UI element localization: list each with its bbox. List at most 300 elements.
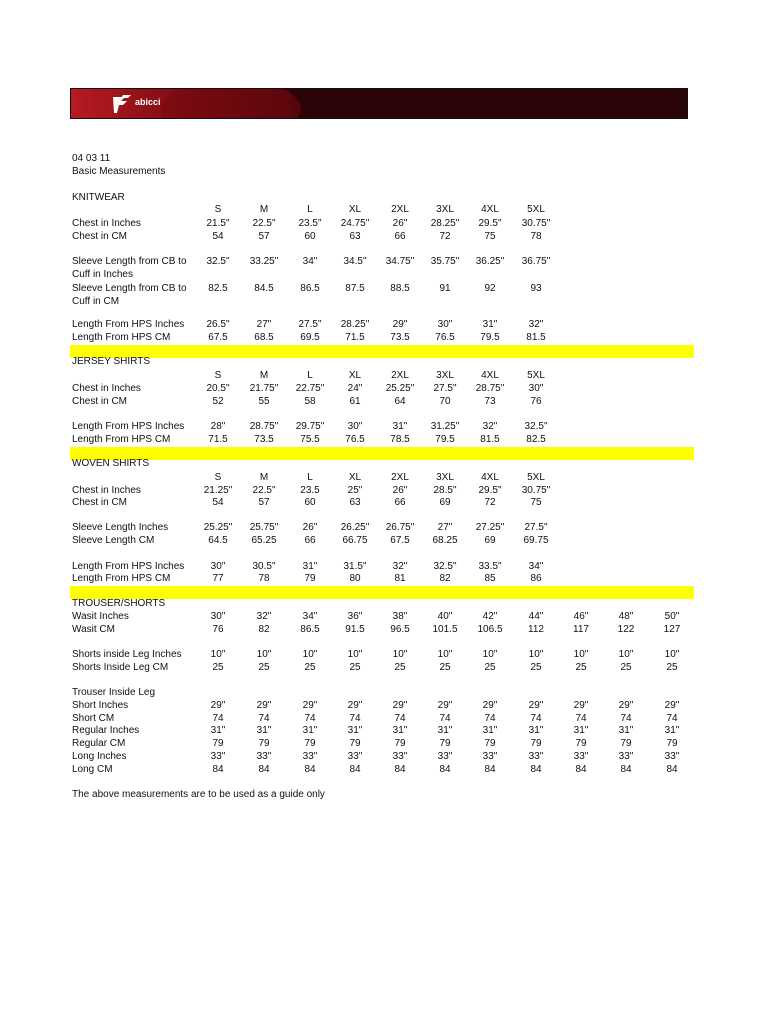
table-cell: 66 [394,231,406,242]
section-title: TROUSER/SHORTS [72,598,166,609]
table-cell: 74 [349,713,361,724]
table-cell: 31" [302,725,318,736]
table-cell: 84 [575,764,587,775]
table-cell: 74 [394,713,406,724]
table-cell: 79 [212,738,224,749]
size-header: 3XL [436,472,454,483]
row-label: Chest in Inches [72,218,141,229]
table-cell: 29" [664,700,680,711]
table-cell: 10" [664,649,680,660]
table-cell: 31" [210,725,226,736]
table-cell: 86.5 [300,624,320,635]
table-cell: 33.25" [249,256,279,267]
row-label: Regular CM [72,738,126,749]
table-cell: 31" [347,725,363,736]
table-cell: 30" [528,383,544,394]
size-header: XL [348,370,362,381]
table-cell: 33" [302,751,318,762]
table-cell: 92 [484,283,496,294]
table-cell: 10" [437,649,453,660]
table-cell: 86 [530,573,542,584]
table-cell: 46" [573,611,589,622]
size-header: M [259,370,269,381]
section-title: KNITWEAR [72,192,125,203]
table-cell: 27.5" [298,319,322,330]
row-label: Short CM [72,713,115,724]
table-cell: 81 [394,573,406,584]
row-label: Chest in Inches [72,485,141,496]
table-cell: 82 [258,624,270,635]
row-label: Long Inches [72,751,127,762]
section-title: JERSEY SHIRTS [72,356,150,367]
table-cell: 32" [528,319,544,330]
table-cell: 79 [394,738,406,749]
table-cell: 84 [439,764,451,775]
table-cell: 82 [439,573,451,584]
table-cell: 76.5 [435,332,455,343]
table-cell: 76.5 [345,434,365,445]
table-cell: 25 [666,662,678,673]
table-cell: 32" [256,611,272,622]
table-cell: 64 [394,396,406,407]
table-cell: 26.75" [385,522,415,533]
table-cell: 73.5 [254,434,274,445]
table-cell: 31" [392,725,408,736]
table-cell: 52 [212,396,224,407]
table-cell: 78 [258,573,270,584]
size-header: M [259,472,269,483]
size-header: 2XL [391,204,409,215]
table-cell: 122 [617,624,635,635]
table-cell: 10" [347,649,363,660]
table-cell: 26" [392,218,408,229]
table-cell: 79 [666,738,678,749]
table-cell: 71.5 [208,434,228,445]
size-header: L [307,472,313,483]
row-label: Sleeve Length from CB to [72,256,187,267]
table-cell: 60 [304,497,316,508]
table-cell: 81.5 [480,434,500,445]
table-cell: 29" [528,700,544,711]
row-label: Length From HPS CM [72,434,171,445]
table-cell: 26.5" [206,319,230,330]
table-cell: 36.25" [475,256,505,267]
table-cell: 31.25" [430,421,460,432]
table-cell: 21.25" [203,485,233,496]
table-cell: 74 [439,713,451,724]
row-label: Long CM [72,764,113,775]
table-cell: 25 [212,662,224,673]
table-cell: 79.5 [435,434,455,445]
table-cell: 78.5 [390,434,410,445]
table-cell: 10" [256,649,272,660]
brand-wordmark: abicci [135,97,161,107]
table-cell: 28.75" [249,421,279,432]
table-cell: 25 [575,662,587,673]
table-cell: 112 [528,624,544,635]
size-header: 4XL [481,204,499,215]
row-label: Sleeve Length CM [72,535,155,546]
table-cell: 30.75" [521,218,551,229]
table-cell: 25 [439,662,451,673]
table-cell: 48" [618,611,634,622]
table-cell: 55 [258,396,270,407]
row-label: Regular Inches [72,725,140,736]
table-cell: 73.5 [390,332,410,343]
table-cell: 36.75" [521,256,551,267]
table-cell: 75 [484,231,496,242]
table-cell: 127 [663,624,681,635]
brand-mark-icon [111,93,133,115]
table-cell: 27" [256,319,272,330]
table-cell: 35.75" [430,256,460,267]
table-cell: 33" [573,751,589,762]
table-cell: 72 [439,231,451,242]
table-cell: 34.75" [385,256,415,267]
table-cell: 79 [620,738,632,749]
row-label: Chest in CM [72,396,128,407]
table-cell: 87.5 [345,283,365,294]
row-label-continued: Cuff in Inches [72,268,133,280]
table-cell: 25 [620,662,632,673]
size-header: XL [348,472,362,483]
table-cell: 86.5 [300,283,320,294]
table-cell: 84 [666,764,678,775]
table-cell: 74 [666,713,678,724]
table-cell: 20.5" [206,383,230,394]
table-cell: 84 [212,764,224,775]
table-cell: 10" [573,649,589,660]
table-cell: 25.25" [385,383,415,394]
table-cell: 60 [304,231,316,242]
table-cell: 40" [437,611,453,622]
table-cell: 29" [392,700,408,711]
table-cell: 28.25" [340,319,370,330]
brand-logo [111,93,211,115]
table-cell: 57 [258,231,270,242]
table-cell: 26.25" [340,522,370,533]
table-cell: 66 [304,535,316,546]
size-header: L [307,370,313,381]
table-cell: 54 [212,497,224,508]
table-cell: 61 [349,396,361,407]
table-cell: 74 [304,713,316,724]
table-cell: 24" [347,383,363,394]
row-label: Chest in Inches [72,383,141,394]
table-cell: 106.5 [477,624,503,635]
table-cell: 22.75" [295,383,325,394]
table-cell: 69.5 [300,332,320,343]
table-cell: 70 [439,396,451,407]
table-cell: 82.5 [208,283,228,294]
table-cell: 23.5" [298,218,322,229]
table-cell: 84.5 [254,283,274,294]
table-cell: 30" [210,561,226,572]
table-cell: 80 [349,573,361,584]
table-cell: 27" [437,522,453,533]
size-header: 3XL [436,204,454,215]
size-header: 2XL [391,472,409,483]
table-cell: 68.25 [432,535,458,546]
size-header: S [214,472,222,483]
table-cell: 33.5" [478,561,502,572]
row-label: Shorts inside Leg Inches [72,649,182,660]
table-cell: 21.5" [206,218,230,229]
table-cell: 69.75 [523,535,549,546]
table-cell: 28.5" [433,485,457,496]
row-label: Sleeve Length Inches [72,522,169,533]
table-cell: 31" [482,319,498,330]
table-cell: 69 [484,535,496,546]
row-label: Length From HPS Inches [72,319,185,330]
table-cell: 29.5" [478,485,502,496]
row-label: Chest in CM [72,497,128,508]
table-cell: 30" [437,319,453,330]
table-cell: 67.5 [208,332,228,343]
table-cell: 79 [349,738,361,749]
table-cell: 30" [347,421,363,432]
table-cell: 31" [618,725,634,736]
table-cell: 69 [439,497,451,508]
row-label: Wasit CM [72,624,115,635]
row-label: Trouser Inside Leg [72,687,156,698]
table-cell: 31" [256,725,272,736]
table-cell: 79 [258,738,270,749]
table-cell: 79 [575,738,587,749]
table-cell: 75 [530,497,542,508]
table-cell: 33" [392,751,408,762]
table-cell: 29" [392,319,408,330]
table-cell: 44" [528,611,544,622]
table-cell: 85 [484,573,496,584]
table-cell: 22.5" [252,218,276,229]
table-cell: 33" [347,751,363,762]
table-cell: 31" [392,421,408,432]
table-cell: 32" [482,421,498,432]
table-cell: 72 [484,497,496,508]
table-cell: 34" [302,256,318,267]
table-cell: 66.75 [342,535,368,546]
table-cell: 25 [304,662,316,673]
table-cell: 27.25" [475,522,505,533]
table-cell: 25 [349,662,361,673]
table-cell: 38" [392,611,408,622]
table-cell: 74 [575,713,587,724]
size-header: 4XL [481,472,499,483]
table-cell: 54 [212,231,224,242]
table-cell: 34" [528,561,544,572]
table-cell: 34.5" [343,256,367,267]
table-cell: 33" [528,751,544,762]
table-cell: 33" [437,751,453,762]
table-cell: 78 [530,231,542,242]
table-cell: 32.5" [206,256,230,267]
table-cell: 28.75" [475,383,505,394]
row-label: Length From HPS Inches [72,421,185,432]
table-cell: 57 [258,497,270,508]
table-cell: 31.5" [343,561,367,572]
table-cell: 25" [347,485,363,496]
table-cell: 21.75" [249,383,279,394]
table-cell: 50" [664,611,680,622]
table-cell: 27.5" [524,522,548,533]
table-cell: 93 [530,283,542,294]
size-header: 2XL [391,370,409,381]
size-header: 4XL [481,370,499,381]
table-cell: 33" [482,751,498,762]
table-cell: 10" [210,649,226,660]
table-cell: 29" [210,700,226,711]
table-cell: 65.25 [251,535,277,546]
table-cell: 79 [530,738,542,749]
table-cell: 74 [530,713,542,724]
document-date: 04 03 11 [72,153,111,164]
section-title: WOVEN SHIRTS [72,458,150,469]
table-cell: 32.5" [524,421,548,432]
table-cell: 91.5 [345,624,365,635]
section-highlight-bar [70,447,694,460]
table-cell: 79 [439,738,451,749]
row-label: Length From HPS CM [72,332,171,343]
table-cell: 66 [394,497,406,508]
size-header: 5XL [527,472,545,483]
size-header: L [307,204,313,215]
table-cell: 29" [302,700,318,711]
table-cell: 77 [212,573,224,584]
table-cell: 31" [573,725,589,736]
table-cell: 63 [349,231,361,242]
table-cell: 79 [304,738,316,749]
size-header: 3XL [436,370,454,381]
table-cell: 31" [664,725,680,736]
table-cell: 74 [620,713,632,724]
table-cell: 29" [482,700,498,711]
size-header: S [214,370,222,381]
table-cell: 74 [484,713,496,724]
table-cell: 84 [620,764,632,775]
table-cell: 31" [528,725,544,736]
table-cell: 26" [302,522,318,533]
table-cell: 27.5" [433,383,457,394]
row-label: Wasit Inches [72,611,129,622]
table-cell: 31" [437,725,453,736]
table-cell: 30.5" [252,561,276,572]
table-cell: 10" [392,649,408,660]
row-label: Length From HPS CM [72,573,171,584]
table-cell: 28.25" [430,218,460,229]
table-cell: 26" [392,485,408,496]
table-cell: 29" [437,700,453,711]
table-cell: 36" [347,611,363,622]
table-cell: 25 [484,662,496,673]
size-header: XL [348,204,362,215]
table-cell: 10" [302,649,318,660]
table-cell: 63 [349,497,361,508]
table-cell: 29" [573,700,589,711]
size-header: M [259,204,269,215]
table-cell: 10" [528,649,544,660]
section-highlight-bar [70,345,694,358]
table-cell: 84 [258,764,270,775]
size-header: 5XL [527,204,545,215]
table-cell: 28" [210,421,226,432]
table-cell: 74 [212,713,224,724]
table-cell: 79 [304,573,316,584]
table-cell: 91 [439,283,451,294]
table-cell: 76 [530,396,542,407]
table-cell: 25.75" [249,522,279,533]
table-cell: 34" [302,611,318,622]
table-cell: 73 [484,396,496,407]
table-cell: 58 [304,396,316,407]
table-cell: 10" [482,649,498,660]
table-cell: 29" [256,700,272,711]
table-cell: 23.5 [300,485,320,496]
table-cell: 29.75" [295,421,325,432]
table-cell: 25 [394,662,406,673]
table-cell: 81.5 [526,332,546,343]
row-label: Chest in CM [72,231,128,242]
table-cell: 10" [618,649,634,660]
row-label: Shorts Inside Leg CM [72,662,169,673]
table-cell: 101.5 [432,624,458,635]
row-label-continued: Cuff in CM [72,295,120,307]
table-cell: 32" [392,561,408,572]
table-cell: 33" [256,751,272,762]
table-cell: 25.25" [203,522,233,533]
table-cell: 84 [530,764,542,775]
table-cell: 64.5 [208,535,228,546]
table-cell: 25 [530,662,542,673]
table-cell: 24.75" [340,218,370,229]
table-cell: 84 [349,764,361,775]
size-header: 5XL [527,370,545,381]
table-cell: 76 [212,624,224,635]
table-cell: 33" [664,751,680,762]
table-cell: 74 [258,713,270,724]
table-cell: 82.5 [526,434,546,445]
table-cell: 22.5" [252,485,276,496]
table-cell: 32.5" [433,561,457,572]
row-label: Sleeve Length from CB to [72,283,187,294]
table-cell: 29.5" [478,218,502,229]
table-cell: 84 [304,764,316,775]
row-label: Length From HPS Inches [72,561,185,572]
table-cell: 25 [258,662,270,673]
table-cell: 84 [484,764,496,775]
table-cell: 79.5 [480,332,500,343]
table-cell: 33" [210,751,226,762]
table-cell: 67.5 [390,535,410,546]
table-cell: 31" [302,561,318,572]
table-cell: 68.5 [254,332,274,343]
footer-note: The above measurements are to be used as a guide only [72,789,325,800]
table-cell: 42" [482,611,498,622]
row-label: Short Inches [72,700,129,711]
table-cell: 29" [347,700,363,711]
table-cell: 29" [618,700,634,711]
table-cell: 31" [482,725,498,736]
table-cell: 84 [394,764,406,775]
table-cell: 71.5 [345,332,365,343]
table-cell: 30" [210,611,226,622]
table-cell: 79 [484,738,496,749]
brand-banner [70,88,688,119]
table-cell: 75.5 [300,434,320,445]
table-cell: 88.5 [390,283,410,294]
size-header: S [214,204,222,215]
table-cell: 117 [573,624,589,635]
